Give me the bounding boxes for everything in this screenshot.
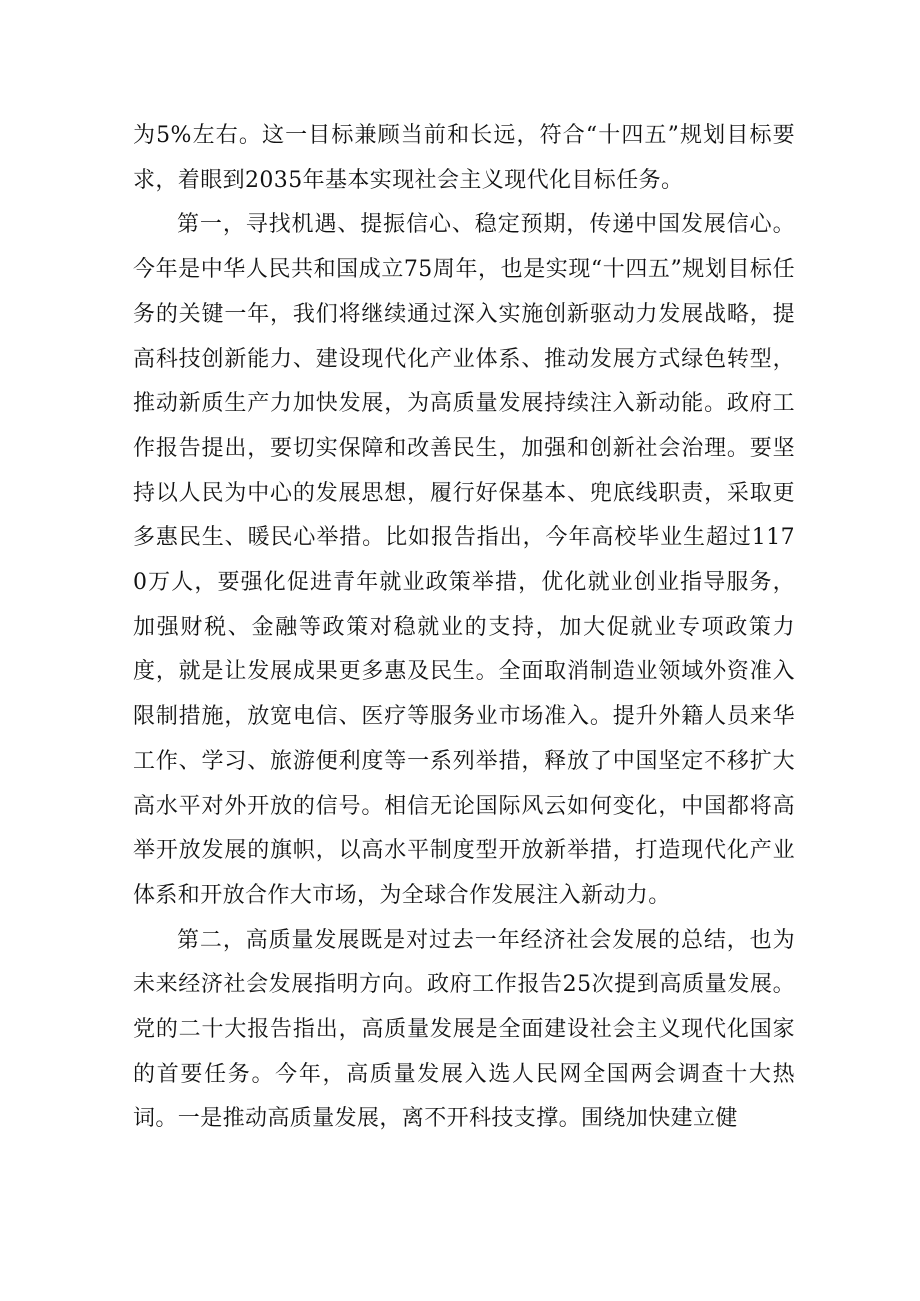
paragraph-intro: 为5%左右。这一目标兼顾当前和长远，符合“十四五”规划目标要求，着眼到2035年基本实现社会主义现代化目标任务。 (133, 123, 795, 193)
paragraph-second-point: 第二，高质量发展既是对过去一年经济社会发展的总结，也为未来经济社会发展指明方向。政府工作报告25次提到高质量发展。党的二十大报告指出，高质量发展是全面建设社会主义现代化国家的首要任务。今年，高质量发展入选人民网全国两会调查十大热词。一是推动高质量发展，离不开科技支撑。围绕加快建立健 (133, 927, 795, 1132)
paragraph-first-point: 第一，寻找机遇、提振信心、稳定预期，传递中国发展信心。今年是中华人民共和国成立75周年，也是实现“十四五”规划目标任务的关键一年，我们将继续通过深入实施创新驱动力发展战略，提高科技创新能力、建设现代化产业体系、推动发展方式绿色转型，推动新质生产力加快发展，为高质量发展持续注入新动能。政府工作报告提出，要切实保障和改善民生，加强和创新社会治理。要坚持以人民为中心的发展思想，履行好保基本、兜底线职责，采取更多惠民生、暖民心举措。比如报告指出，今年高校毕业生超过1170万人，要强化促进青年就业政策举措，优化就业创业指导服务，加强财税、金融等政策对稳就业的支持，加大促就业专项政策力度，就是让发展成果更多惠及民生。全面取消制造业领域外资准入限制措施，放宽电信、医疗等服务业市场准入。提升外籍人员来华工作、学习、旅游便利度等一系列举措，释放了中国坚定不移扩大高水平对外开放的信号。相信无论国际风云如何变化，中国都将高举开放发展的旗帜，以高水平制度型开放新举措，打造现代化产业体系和开放合作大市场，为全球合作发展注入新动力。 (133, 212, 795, 908)
document-body (133, 114, 795, 1142)
